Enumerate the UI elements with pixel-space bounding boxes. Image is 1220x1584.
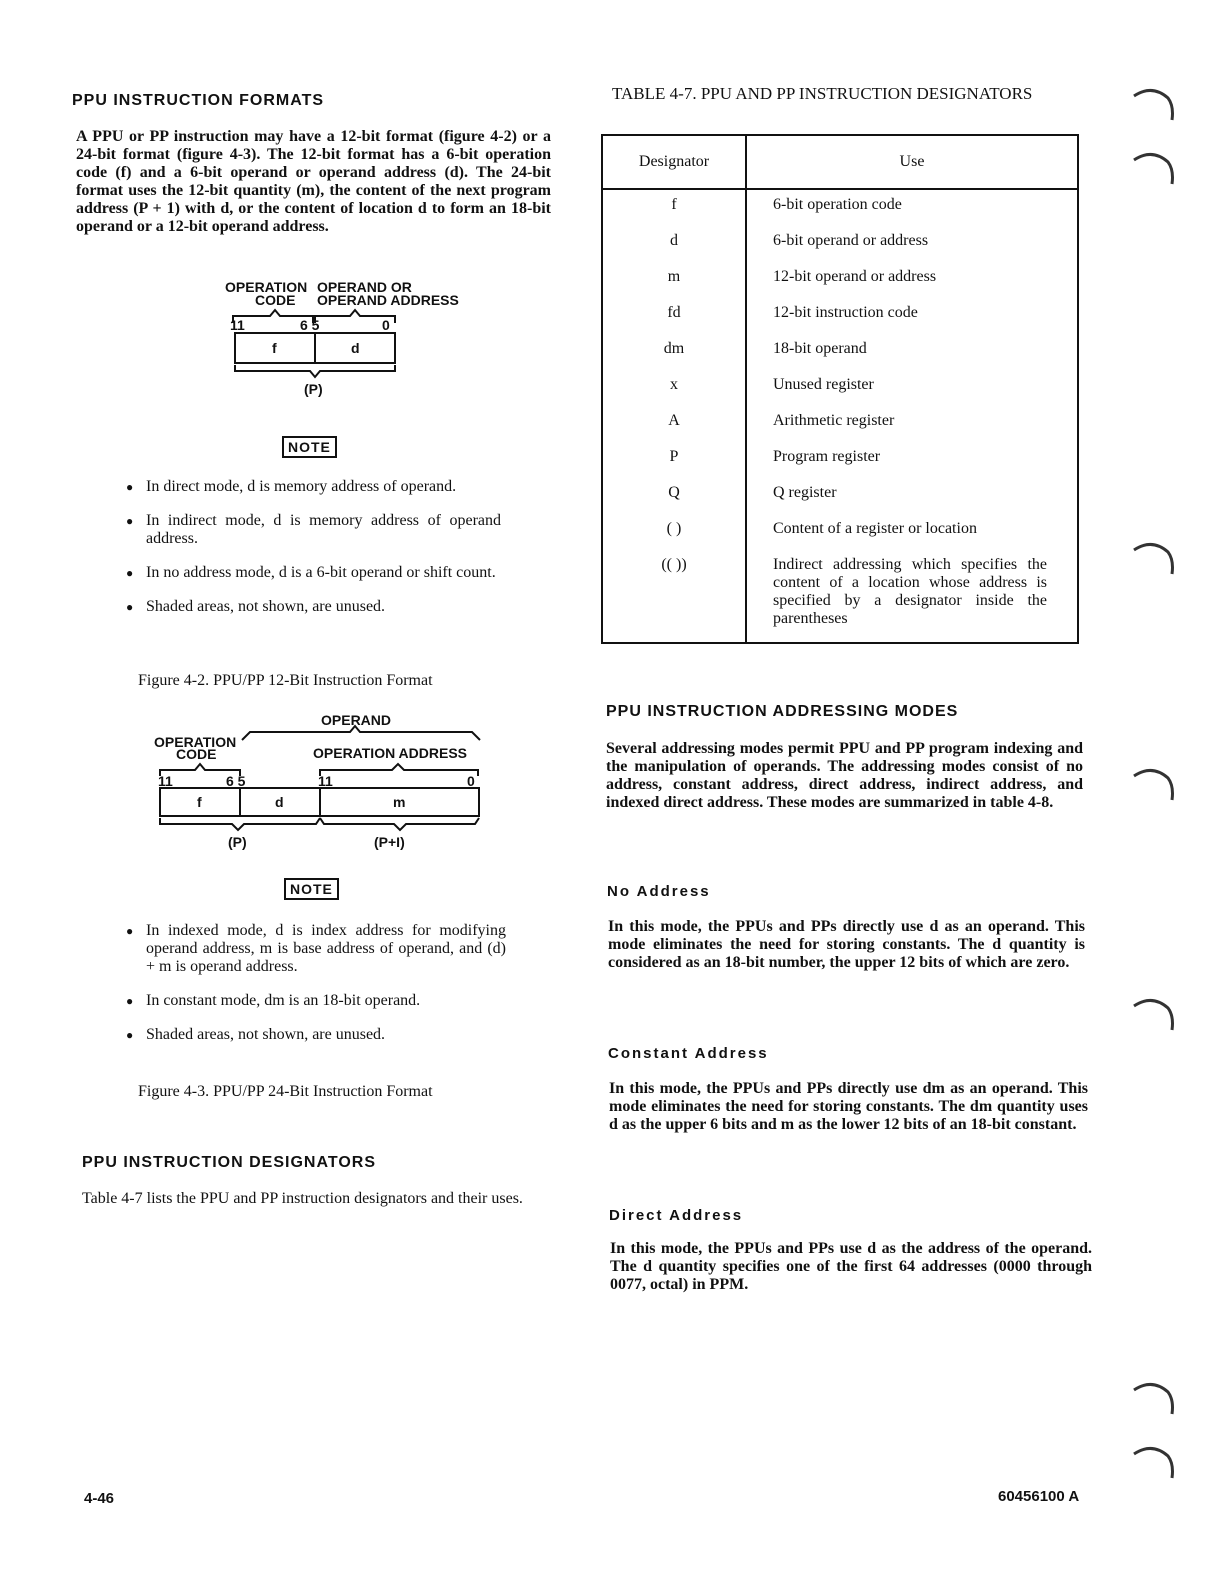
designator-cell: d [603,226,746,262]
designators-paragraph: Table 4-7 lists the PPU and PP instruction designators and their uses. [82,1190,523,1207]
designator-cell: A [603,406,746,442]
table-row [603,298,1077,334]
designator-cell: dm [603,334,746,370]
note-bullet: ● In direct mode, d is memory address of operand. [126,478,501,496]
note-bullet: ● In constant mode, dm is an 18-bit operand. [126,992,506,1010]
bit-11: 11 [318,773,333,789]
use-cell: Indirect addressing which specifies the content of a location whose address is specified by a designator inside the parentheses [773,556,1047,627]
label-operation: OPERATION [225,279,308,295]
designator-cell: P [603,442,746,478]
label-p: (P) [304,381,323,397]
note-bullet: ● In indexed mode, d is index address for modifying operand address, m is base address of operand, and (d) + m is operand address. [126,922,506,976]
use-cell: 6-bit operand or address [773,232,929,249]
binder-ring-mark [1130,534,1178,582]
table-row [603,478,1077,514]
use-cell: Arithmetic register [773,412,895,429]
table-row [603,370,1077,406]
designator-cell: f [603,189,746,226]
table-4-7-title: TABLE 4-7. PPU AND PP INSTRUCTION DESIGNATORS [612,84,1033,103]
use-cell: Content of a register or location [773,520,977,537]
document-number: 60456100 A [998,1488,1080,1505]
figure-24bit-diagram [150,710,490,855]
label-p: (P) [228,834,247,850]
use-cell: 12-bit instruction code [773,304,918,321]
use-cell: 6-bit operation code [773,196,902,213]
note-bullet: ● Shaded areas, not shown, are unused. [126,1026,506,1044]
label-operation: OPERATION [154,734,237,750]
use-cell: Unused register [773,376,874,393]
label-p-plus-1: (P+I) [374,834,405,850]
field-d: d [275,794,284,810]
constant-address-heading: Constant Address [608,1045,769,1062]
label-operand-or: OPERAND OR [317,279,412,295]
use-cell: 12-bit operand or address [773,268,937,285]
bit-11: 11 [158,773,173,789]
field-f: f [272,340,277,356]
table-row [603,406,1077,442]
use-cell: 18-bit operand [773,340,867,357]
table-row [603,226,1077,262]
figure1-notes-list [126,478,501,632]
binder-ring-mark [1130,990,1178,1038]
figure2-notes-list [126,922,506,1060]
binder-ring-mark [1130,1438,1178,1486]
column-header-use: Use [746,136,1077,189]
designator-cell: (( )) [603,550,746,642]
bit-11: 11 [230,317,245,333]
figure-4-3-caption: Figure 4-3. PPU/PP 24-Bit Instruction Format [138,1083,433,1100]
binder-ring-mark [1130,144,1178,192]
page-number: 4-46 [84,1490,115,1507]
note-bullet: ● Shaded areas, not shown, are unused. [126,598,501,616]
designator-cell: Q [603,478,746,514]
note-bullet: ● In no address mode, d is a 6-bit operand or shift count. [126,564,501,582]
binder-ring-mark [1130,1374,1178,1422]
intro-paragraph: A PPU or PP instruction may have a 12-bit format (figure 4-2) or a 24-bit format (figure 4-3). The 12-bit format has a 6-bit operation code (f) and a 6-bit operand or operand address (d). The 24-bit format uses the 12-bit quantity (m), the content of the next program address (P + 1) with d, or the content of location d to form an 18-bit operand or a 12-bit operand address. [76,128,551,235]
label-code: CODE [176,746,217,762]
designators-table-frame [601,134,1079,644]
heading-addressing-modes: PPU INSTRUCTION ADDRESSING MODES [606,703,959,720]
figure-12bit-diagram [220,278,480,403]
binder-ring-mark [1130,760,1178,808]
label-code: CODE [255,292,296,308]
no-address-paragraph: In this mode, the PPUs and PPs directly use d as an operand. This mode eliminates the need for storing constants. The d quantity is considered as an 18-bit number, the upper 12 bits of which are zero. [608,918,1085,971]
note-bullet: ● In indirect mode, d is memory address of operand address. [126,512,501,548]
note-label: NOTE [284,878,339,900]
table-row [603,442,1077,478]
field-m: m [393,794,406,810]
figure-12bit-lines [220,278,480,403]
constant-address-paragraph: In this mode, the PPUs and PPs directly use dm as an operand. This mode eliminates the need for storing constants. The dm quantity uses d as the upper 6 bits and m as the lower 12 bits of an 18-bit constant. [609,1080,1088,1133]
heading-instruction-formats: PPU INSTRUCTION FORMATS [72,92,325,109]
table-row [603,550,1077,642]
figure-4-2-caption: Figure 4-2. PPU/PP 12-Bit Instruction Format [138,672,433,689]
designators-table [603,136,1077,642]
designator-cell: x [603,370,746,406]
table-row [603,189,1077,226]
table-row [603,334,1077,370]
label-operation-address: OPERATION ADDRESS [313,745,468,761]
bit-0: 0 [382,317,390,333]
bit-6-5: 6 5 [300,317,320,333]
designator-cell: ( ) [603,514,746,550]
table-row [603,262,1077,298]
table-header-row [603,136,1077,189]
designator-cell: fd [603,298,746,334]
no-address-heading: No Address [607,883,711,900]
field-d: d [351,340,360,356]
bit-6-5: 6 5 [226,773,246,789]
label-operand-address: OPERAND ADDRESS [317,292,459,308]
use-cell: Q register [773,484,837,501]
table-row [603,514,1077,550]
bit-0: 0 [467,773,475,789]
direct-address-heading: Direct Address [609,1207,744,1224]
field-f: f [197,794,202,810]
heading-instruction-designators: PPU INSTRUCTION DESIGNATORS [82,1154,376,1171]
designator-cell: m [603,262,746,298]
label-operand: OPERAND [321,712,392,728]
direct-address-paragraph: In this mode, the PPUs and PPs use d as the address of the operand. The d quantity specifies one of the first 64 addresses (0000 through 0077, octal) in PPM. [610,1240,1092,1293]
note-label: NOTE [282,436,337,458]
column-header-designator: Designator [603,136,746,189]
binder-ring-mark [1130,80,1178,128]
addressing-modes-paragraph: Several addressing modes permit PPU and PP program indexing and the manipulation of operands. The addressing modes consist of no address, constant address, direct address, indirect address, and indexed direct address. These modes are summarized in table 4-8. [606,740,1083,811]
use-cell: Program register [773,448,881,465]
